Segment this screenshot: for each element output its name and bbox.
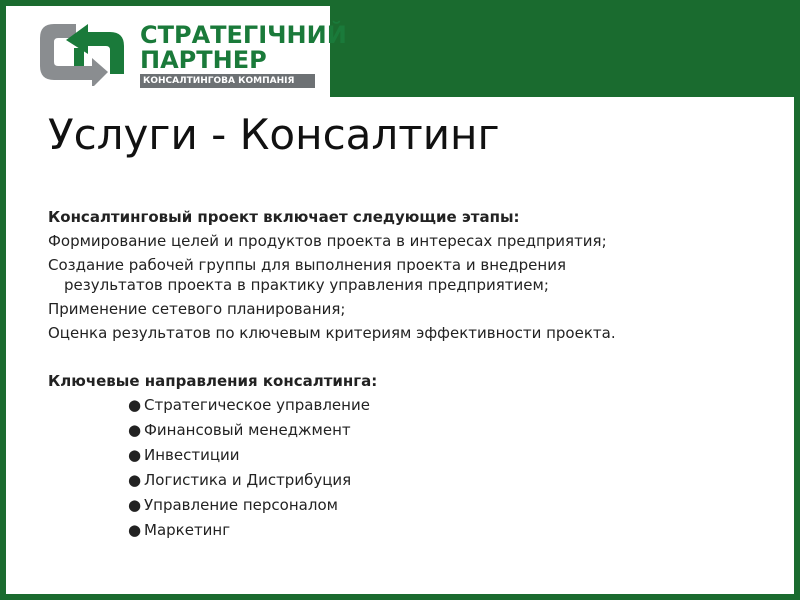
stage-item: [48, 253, 768, 297]
list-item-label: Логистика и Дистрибуция: [144, 471, 352, 489]
list-item-label: Инвестиции: [144, 446, 240, 464]
list-item: [128, 518, 768, 543]
logo-subtitle: КОНСАЛТИНГОВА КОМПАНІЯ: [140, 74, 315, 88]
bullet-icon: ●: [128, 396, 142, 414]
logo: [6, 6, 347, 97]
list-item: [128, 468, 768, 493]
stage-item-line: Создание рабочей группы для выполнения проекта и внедрения: [48, 256, 566, 274]
body-text: [48, 205, 768, 543]
bullet-icon: ●: [128, 446, 142, 464]
logo-title-line1: СТРАТЕГІЧНИЙ: [140, 21, 347, 49]
list-item: [128, 393, 768, 418]
list-item: [128, 418, 768, 443]
list-item: [128, 443, 768, 468]
logo-arrows-icon: [36, 18, 128, 86]
list-item-label: Управление персоналом: [144, 496, 338, 514]
stage-item-continuation: результатов проекта в практику управления предприятием;: [64, 276, 549, 294]
directions-heading: Ключевые направления консалтинга:: [48, 372, 378, 390]
page-title: Услуги - Консалтинг: [48, 110, 500, 159]
spacer: [48, 345, 768, 369]
list-item-label: Финансовый менеджмент: [144, 421, 351, 439]
bullet-icon: ●: [128, 496, 142, 514]
bullet-icon: ●: [128, 521, 142, 539]
stages-heading: Консалтинговый проект включает следующие этапы:: [48, 208, 520, 226]
logo-title-line2: ПАРТНЕР: [140, 46, 267, 74]
directions-list: [48, 393, 768, 543]
stage-item: Применение сетевого планирования;: [48, 300, 346, 318]
list-item: [128, 493, 768, 518]
stage-item: Формирование целей и продуктов проекта в интересах предприятия;: [48, 232, 607, 250]
bullet-icon: ●: [128, 421, 142, 439]
stage-item: Оценка результатов по ключевым критериям эффективности проекта.: [48, 324, 616, 342]
bullet-icon: ●: [128, 471, 142, 489]
list-item-label: Стратегическое управление: [144, 396, 370, 414]
list-item-label: Маркетинг: [144, 521, 231, 539]
